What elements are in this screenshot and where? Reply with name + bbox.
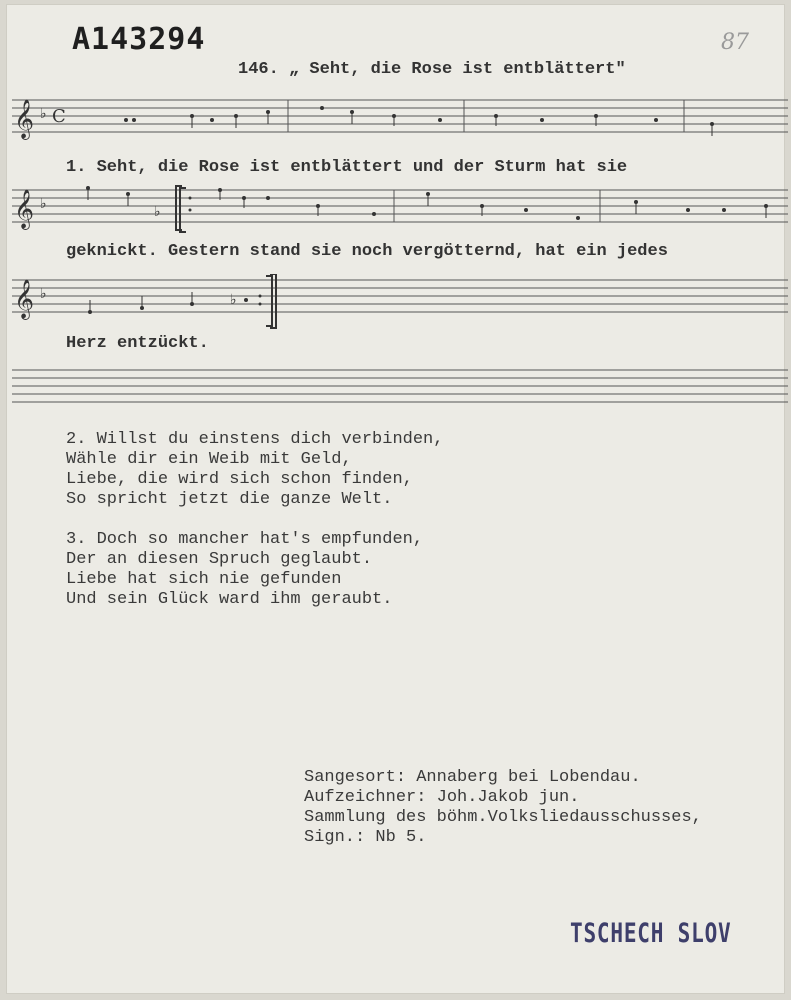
staff-lyric-3: Herz entzückt. xyxy=(66,334,209,353)
treble-clef-icon: 𝄞 xyxy=(14,279,35,319)
staff-lyric-2: geknickt. Gestern stand sie noch vergötternd, hat ein jedes xyxy=(66,242,668,261)
staff-3-notation xyxy=(12,274,788,330)
music-staff-1 xyxy=(12,94,788,144)
card-id: A143294 xyxy=(72,22,206,57)
handwritten-note: 87 xyxy=(721,30,749,55)
svg-text:♭: ♭ xyxy=(230,292,237,308)
archive-card xyxy=(6,4,785,994)
repeat-start-icon xyxy=(176,186,186,232)
verse-2 xyxy=(66,430,443,510)
flat-icon: ♭ xyxy=(40,196,47,212)
verse-line: 2. Willst du einstens dich verbinden, xyxy=(66,430,444,449)
meta-line: Aufzeichner: Joh.Jakob jun. xyxy=(304,788,580,807)
staff-2-notation xyxy=(12,184,788,240)
svg-text:♭: ♭ xyxy=(154,204,161,220)
verse-line: Liebe hat sich nie gefunden xyxy=(66,570,342,589)
verse-line: Und sein Glück ward ihm geraubt. xyxy=(66,590,393,609)
verse-line: So spricht jetzt die ganze Welt. xyxy=(66,490,393,509)
staff-lyric-1: 1. Seht, die Rose ist entblättert und der Sturm hat sie xyxy=(66,158,628,177)
verse-line: 3. Doch so mancher hat's empfunden, xyxy=(66,530,424,549)
verse-line: Liebe, die wird sich schon finden, xyxy=(66,470,413,489)
meta-line: Sign.: Nb 5. xyxy=(304,828,427,847)
verse-line: Wähle dir ein Weib mit Geld, xyxy=(66,450,352,469)
flat-icon: ♭ xyxy=(40,286,47,302)
empty-staff-lines xyxy=(12,364,788,408)
music-staff-3 xyxy=(12,274,788,330)
country-stamp: TSCHECH SLOV xyxy=(570,918,732,949)
meta-line: Sangesort: Annaberg bei Lobendau. xyxy=(304,768,641,787)
treble-clef-icon: 𝄞 xyxy=(14,99,35,139)
common-time-icon: C xyxy=(52,106,66,127)
music-staff-2 xyxy=(12,184,788,240)
collection-metadata xyxy=(304,768,702,848)
verse-3 xyxy=(66,530,423,610)
flat-icon: ♭ xyxy=(40,106,47,122)
staff-1-notation xyxy=(12,94,788,144)
song-title: 146. „ Seht, die Rose ist entblättert" xyxy=(238,60,626,79)
meta-line: Sammlung des böhm.Volksliedausschusses, xyxy=(304,808,702,827)
repeat-end-icon xyxy=(266,274,276,328)
verse-line: Der an diesen Spruch geglaubt. xyxy=(66,550,373,569)
music-staff-empty xyxy=(12,364,788,408)
treble-clef-icon: 𝄞 xyxy=(14,189,35,229)
